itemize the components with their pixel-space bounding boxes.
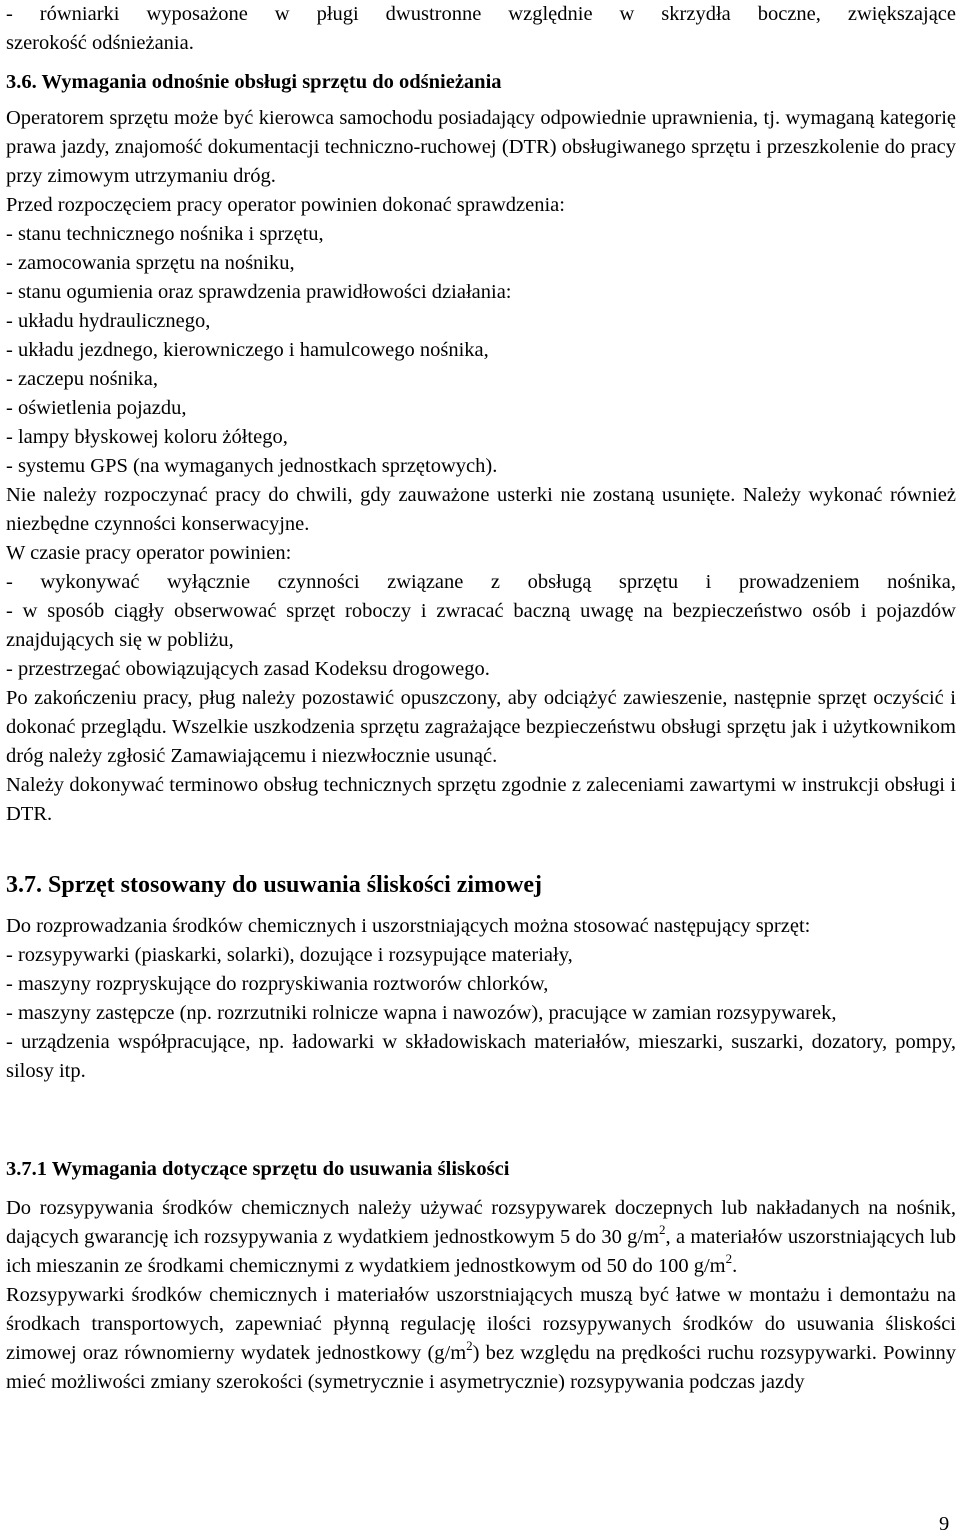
- text-run: .: [732, 1255, 738, 1277]
- checks-intro: Przed rozpoczęciem pracy operator powinien dokonać sprawdzenia:: [6, 194, 565, 216]
- after-work-paragraph: Po zakończeniu pracy, pług należy pozostawić opuszczony, aby odciążyć zawieszenie, następnie sprzęt oczyścić i dokonać przeglądu. Wszelkie uszkodzenia sprzętu zagrażające bezpieczeństwu obsługi sprzętu jak i użytkownikom dróg należy zgłosić Zamawiającemu i niezwłocznie usunąć.: [6, 687, 956, 767]
- superscript: 2: [725, 1251, 733, 1267]
- check-item: - stanu technicznego nośnika i sprzętu,: [6, 223, 324, 245]
- equipment-item: - maszyny zastępcze (np. rozrzutniki rolnicze wapna i nawozów), pracujące w zamian rozsypywarek,: [6, 1002, 837, 1024]
- during-item: - wykonywać wyłącznie czynności związane z obsługą sprzętu i prowadzeniem nośnika,: [6, 571, 956, 593]
- section-3-6-body: [6, 104, 956, 829]
- section-heading-3-6: 3.6. Wymagania odnośnie obsługi sprzętu do odśnieżania: [6, 71, 502, 93]
- check-item: - oświetlenia pojazdu,: [6, 397, 187, 419]
- maintenance-paragraph: Należy dokonywać terminowo obsług technicznych sprzętu zgodnie z zaleceniami zawartymi w instrukcji obsługi i DTR.: [6, 774, 956, 825]
- section-3-7-1-body: [6, 1194, 956, 1397]
- equipment-intro: Do rozprowadzania środków chemicznych i uszorstniających można stosować następujący sprzęt:: [6, 915, 811, 937]
- text-run: Do rozsypywania środków chemicznych należy używać rozsypywarek doczepnych lub nakładanych na nośnik, dających gwarancję ich rozsypywania z wydatkiem jednostkowym 5 do 30 g/m: [6, 1197, 956, 1248]
- section-3-7-body: [6, 912, 956, 1086]
- section-heading-3-7-1: 3.7.1 Wymagania dotyczące sprzętu do usuwania śliskości: [6, 1158, 510, 1180]
- page-number: 9: [939, 1513, 950, 1535]
- equipment-item: - urządzenia współpracujące, np. ładowarki w składowiskach materiałów, mieszarki, suszarki, dozatory, pompy, silosy itp.: [6, 1031, 956, 1082]
- during-item: - w sposób ciągły obserwować sprzęt roboczy i zwracać baczną uwagę na bezpieczeństwo osób i pojazdów znajdujących się w pobliżu,: [6, 600, 956, 651]
- section-heading-3-7: 3.7. Sprzęt stosowany do usuwania śliskości zimowej: [6, 872, 543, 898]
- operator-paragraph: Operatorem sprzętu może być kierowca samochodu posiadający odpowiednie uprawnienia, tj. wymaganą kategorię prawa jazdy, znajomość dokumentacji techniczno-ruchowej (DTR) obsługiwanego sprzętu i przeszkolenie do pracy przy zimowym utrzymaniu dróg.: [6, 107, 956, 187]
- defects-paragraph: Nie należy rozpoczynać pracy do chwili, gdy zauważone usterki nie zostaną usunięte. Należy wykonać również niezbędne czynności konserwacyjne.: [6, 484, 956, 535]
- check-item: - zamocowania sprzętu na nośniku,: [6, 252, 295, 274]
- superscript: 2: [466, 1338, 473, 1354]
- check-item: - stanu ogumienia oraz sprawdzenia prawidłowości działania:: [6, 281, 512, 303]
- check-item: - układu hydraulicznego,: [6, 310, 211, 332]
- check-item: - systemu GPS (na wymaganych jednostkach sprzętowych).: [6, 455, 498, 477]
- during-item: - przestrzegać obowiązujących zasad Kodeksu drogowego.: [6, 658, 490, 680]
- check-item: - układu jezdnego, kierowniczego i hamulcowego nośnika,: [6, 339, 489, 361]
- equipment-item: - rozsypywarki (piaskarki, solarki), dozujące i rozsypujące materiały,: [6, 944, 573, 966]
- superscript: 2: [659, 1222, 666, 1238]
- check-item: - lampy błyskowej koloru żółtego,: [6, 426, 288, 448]
- spreader-dosage-paragraph: [6, 1194, 956, 1281]
- text-run: Rozsypywarki środków chemicznych i materiałów uszorstniających muszą być łatwe w montażu i demontażu na środkach transportowych, zapewniać płynną regulację ilości rozsypywanych środków do usuwania śliskości zimowej oraz równomierny wydatek jednostkowy (g/m: [6, 1284, 956, 1364]
- text-run: ) bez względu na prędkości ruchu rozsypywarki. Powinny mieć możliwości zmiany szerokości (symetrycznie i asymetrycznie) rozsypywania podczas jazdy: [6, 1342, 956, 1393]
- intro-line: szerokość odśnieżania.: [6, 32, 194, 54]
- check-item: - zaczepu nośnika,: [6, 368, 158, 390]
- intro-block: [6, 0, 956, 58]
- equipment-item: - maszyny rozpryskujące do rozpryskiwania roztworów chlorków,: [6, 973, 549, 995]
- during-intro: W czasie pracy operator powinien:: [6, 542, 292, 564]
- intro-line: - równiarki wyposażone w pługi dwustronne względnie w skrzydła boczne, zwiększające: [6, 3, 956, 25]
- spreader-requirements-paragraph: [6, 1281, 956, 1397]
- text-run: , a materiałów uszorstniających lub ich mieszanin ze środkami chemicznymi z wydatkiem jednostkowym od 50 do 100 g/m: [6, 1226, 956, 1277]
